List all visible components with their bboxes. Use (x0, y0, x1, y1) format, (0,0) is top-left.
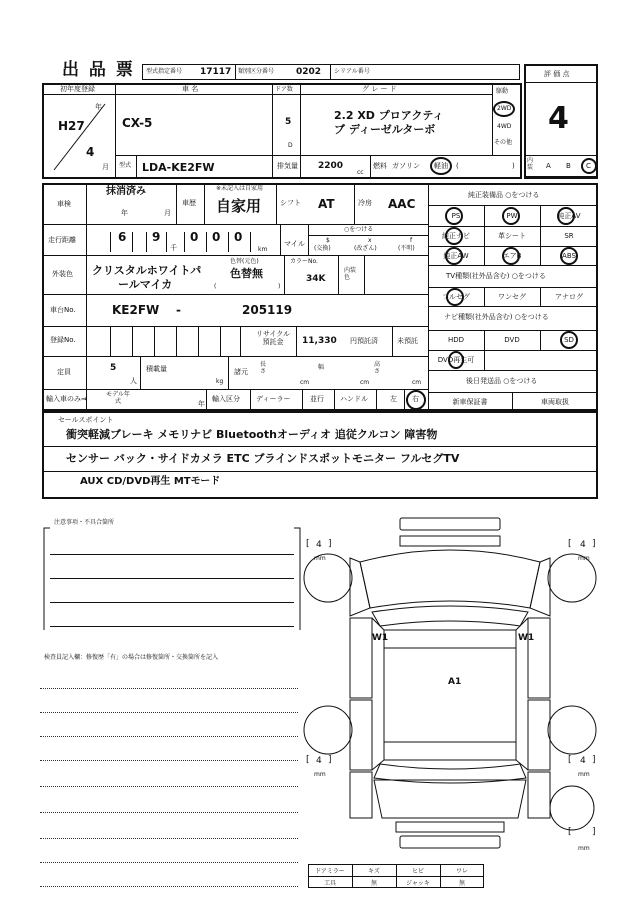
chassis-number: 205119 (242, 303, 293, 317)
mileage-opt1-mark: $ (326, 237, 330, 244)
repaint-label: 色替(元色) (230, 258, 259, 265)
inspection-year-unit: 年 (121, 209, 128, 217)
color-code: 34K (306, 274, 326, 284)
serial-label: シリアル番号 (334, 68, 370, 75)
equip-aw-circle (445, 247, 463, 265)
car-body-diagram (300, 508, 600, 866)
inspector-label: 検査員記入欄：修復歴「有」の場合は修復箇所・交換箇所を記入 (44, 654, 219, 661)
acc-tools-value: 無 (370, 879, 377, 887)
acc-crack: ヒビ (411, 867, 424, 875)
interior-c-circle (581, 158, 597, 174)
mileage-digit-1: 6 (118, 230, 127, 244)
tv-one: ワンセグ (498, 292, 526, 301)
mileage-opt3: (不明) (398, 245, 415, 252)
damage-w1-right: W1 (518, 633, 535, 643)
repaint-value: 色替無 (230, 267, 263, 280)
tire-rr-unit: mm (578, 771, 590, 778)
history-note: ※未記入は自家用 (216, 185, 264, 192)
tire-spare-bracket-close: ] (592, 827, 596, 837)
fuel-diesel-circle (430, 157, 452, 175)
color-value-line1: クリスタルホワイトパ (92, 264, 202, 277)
navi-sd: SD (564, 336, 574, 344)
door-sub: D (288, 142, 293, 149)
tire-rr-bracket: [ (568, 755, 572, 765)
mileage-circle-note: ○をつける (344, 226, 374, 233)
inspection-month-unit: 月 (164, 209, 171, 217)
interior-a: A (546, 162, 551, 170)
tire-rr-bracket-close: ] (592, 755, 596, 765)
tire-fl-unit: mm (314, 555, 326, 562)
mileage-thousand: 千 (170, 244, 177, 252)
tire-fr-bracket: [ (568, 539, 572, 549)
tv-full-circle (446, 288, 464, 306)
score-label: 評 価 点 (544, 70, 570, 78)
capacity-unit: 人 (130, 377, 137, 385)
sales-line3: AUX CD/DVD再生 MTモード (80, 476, 221, 487)
capacity-value: 5 (110, 363, 117, 373)
interior-b: B (566, 162, 571, 170)
sales-line1: 衝突軽減ブレーキ メモリナビ Bluetoothオーディオ 追従クルコン 障害物 (66, 428, 438, 441)
navi-hdd: HDD (447, 336, 465, 344)
equip-navi: 純正ナビ (442, 232, 470, 240)
sales-points-label: セールスポイント (58, 416, 114, 424)
tire-fr-unit: mm (578, 555, 590, 562)
equip-aw: 純正AW (443, 251, 469, 260)
model-cert-label: 型式指定番号 (146, 68, 183, 75)
mileage-opt2: (改ざん) (354, 245, 377, 252)
model-value: LDA-KE2FW (142, 161, 215, 174)
mileage-digit-4: 0 (212, 230, 221, 244)
caution-bracket (42, 524, 302, 634)
model-year-label: モデル年式 (106, 391, 130, 405)
damage-w1-left: W1 (372, 633, 389, 643)
handle-left: 左 (390, 395, 397, 403)
fuel-gasoline: ガソリン (392, 162, 420, 170)
doors-value: 5 (285, 117, 292, 127)
grade-line1: 2.2 XD プロアクティ (334, 109, 444, 122)
tire-fl-bracket-close: ] (328, 539, 332, 549)
fuel-diesel: 軽油 (434, 162, 448, 170)
form-title: 出 品 票 (62, 60, 135, 80)
tire-rl-unit: mm (314, 771, 326, 778)
recycle-unit: 円預託済 (350, 337, 378, 345)
repaint-paren-close: ) (278, 283, 281, 290)
tire-spare-bracket: [ (568, 827, 572, 837)
wid-cm: cm (360, 379, 370, 386)
len-cm: cm (300, 379, 310, 386)
mileage-opt2-mark: x (368, 237, 372, 244)
acc-broken: ワレ (455, 867, 468, 875)
mileage-digit-2: 9 (152, 230, 161, 244)
ac-label: 冷房 (358, 199, 372, 207)
inspection-value: 抹消済み (106, 186, 146, 197)
equipment-title: 純正装備品 ○をつける (468, 191, 540, 199)
class-no: 0202 (296, 67, 322, 77)
recycle-value: 11,330 (302, 336, 337, 346)
later-title: 後日発送品 ○をつける (466, 377, 538, 385)
color-label: 外装色 (52, 270, 73, 278)
recycle-label: リサイクル預託金 (255, 330, 291, 346)
repaint-paren-open: ( (214, 283, 217, 290)
drive-2wd: 2WD (497, 105, 512, 112)
drive-4wd: 4WD (497, 123, 512, 130)
navi-title: ナビ種類(社外品含む) ○をつける (444, 313, 549, 321)
tire-fr-bracket-close: ] (592, 539, 596, 549)
first-reg-label: 初年度登録 (60, 85, 95, 93)
handle-right-circle (406, 390, 426, 410)
date-diagonal (50, 100, 110, 172)
tv-full: フルセグ (442, 292, 470, 301)
equip-pw-circle (502, 207, 520, 225)
drive-other: その他 (494, 139, 513, 146)
inspection-label: 車検 (57, 200, 71, 208)
equip-airbag-circle (502, 247, 520, 265)
mileage-opt1: (交換) (314, 245, 331, 252)
mileage-unit: km (258, 246, 268, 253)
tire-fr: 4 (580, 540, 586, 550)
score-value: 4 (548, 101, 569, 136)
grade-line2: ブ ディーゼルターボ (334, 123, 436, 136)
equip-av-circle (557, 207, 575, 225)
color-value-line2: ールマイカ (118, 278, 173, 291)
capacity-label: 定員 (57, 368, 71, 376)
caution-label: 注意事項・不具合箇所 (54, 519, 115, 526)
shift-value: AT (318, 197, 335, 211)
interior-label: 内装 (527, 157, 534, 171)
fuel-paren-open: ( (456, 162, 459, 170)
month-unit: 月 (102, 163, 109, 171)
chassis-prefix: KE2FW (112, 303, 160, 317)
mileage-label: 走行距離 (48, 236, 76, 244)
displacement-label: 排気量 (277, 162, 298, 170)
later-manual: 車両取扱 (541, 397, 569, 406)
grade-label: グ レ ー ド (362, 85, 397, 93)
hei-label: 高さ (374, 361, 381, 375)
chassis-dash: - (176, 303, 181, 317)
dims-label: 諸元 (234, 368, 248, 376)
wid-label: 幅 (318, 364, 325, 371)
tire-rr: 4 (580, 756, 586, 766)
tv-title: TV種類(社外品含む) ○をつける (446, 272, 546, 280)
equip-leather: 革シート (498, 232, 526, 240)
fuel-label: 燃料 (373, 162, 387, 170)
ac-value: AAC (388, 197, 416, 211)
recycle-not: 未預託 (397, 337, 418, 345)
equip-sr: SR (564, 232, 574, 240)
acc-mirror: ドアミラー (315, 867, 345, 875)
interior-c: C (586, 162, 591, 170)
import-dealer: ディーラー (256, 395, 291, 403)
handle-right: 右 (412, 395, 419, 403)
mileage-opt3-mark: f (410, 237, 413, 244)
equip-abs: ABS (562, 251, 576, 260)
year-unit: 年 (95, 103, 102, 111)
header-id-row (142, 64, 520, 80)
equip-ps: PS (451, 211, 461, 220)
equip-ps-circle (445, 207, 463, 225)
displacement-unit: cc (357, 169, 364, 176)
tire-rl: 4 (316, 756, 322, 766)
equip-airbag: エアB (502, 251, 522, 260)
car-name-label: 車 名 (182, 85, 199, 93)
equip-pw: PW (506, 211, 518, 220)
model-label: 型式 (119, 162, 132, 169)
sales-line2: センサー バック・サイドカメラ ETC ブラインドスポットモニター フルセグTV (66, 452, 460, 465)
equip-navi-circle (445, 227, 463, 245)
import-year-unit: 年 (198, 400, 205, 408)
interior-color-label: 内装色 (344, 267, 357, 281)
mileage-digit-5: 0 (234, 230, 243, 244)
tire-fl-bracket: [ (306, 539, 310, 549)
mileage-digit-3: 0 (190, 230, 199, 244)
tire-rl-bracket: [ (306, 755, 310, 765)
displacement-value: 2200 (318, 161, 344, 171)
handle-label: ハンドル (340, 395, 368, 403)
equip-av: 純正AV (557, 211, 581, 220)
drive-2wd-circle (493, 101, 515, 117)
navi-dvd: DVD (504, 336, 520, 344)
year-era: H27 (58, 119, 85, 133)
import-parallel: 並行 (310, 395, 324, 403)
class-label: 類別区分番号 (238, 68, 275, 75)
equip-abs-circle (560, 247, 578, 265)
import-label: 輸入車のみ⇒ (46, 395, 87, 403)
acc-tools: 工具 (323, 879, 336, 887)
drive-label: 駆動 (496, 88, 509, 95)
history-label: 車歴 (182, 199, 196, 207)
doors-label: ドア数 (275, 86, 293, 93)
dvd-play: DVD再生可 (437, 356, 475, 364)
chassis-label: 車台No. (50, 306, 76, 314)
load-unit: kg (216, 378, 224, 385)
registration-label: 登録No. (50, 336, 76, 344)
month-value: 4 (86, 145, 95, 159)
damage-a1: A1 (448, 677, 462, 687)
mile-label: マイル (284, 240, 305, 248)
hei-cm: cm (412, 379, 422, 386)
fuel-paren-close: ) (512, 162, 515, 170)
tire-fl: 4 (316, 540, 322, 550)
color-code-label: カラーNo. (290, 258, 318, 265)
car-name: CX-5 (122, 116, 153, 130)
tire-rl-bracket-close: ] (328, 755, 332, 765)
acc-scratch: キズ (368, 867, 380, 875)
dvd-play-circle (448, 351, 464, 369)
import-class-label: 輸入区分 (212, 395, 240, 403)
navi-sd-circle (560, 331, 578, 349)
load-label: 積載量 (146, 365, 167, 373)
model-cert-no: 17117 (200, 67, 232, 77)
history-value: 自家用 (216, 197, 262, 215)
acc-jack: ジャッキ (406, 879, 430, 887)
later-warranty: 新車保証書 (452, 397, 488, 406)
tire-spare-unit: mm (578, 845, 590, 852)
shift-label: シフト (280, 199, 301, 207)
tv-analog: アナログ (555, 292, 583, 301)
len-label: 長さ (260, 361, 267, 375)
acc-jack-value: 無 (458, 879, 465, 887)
